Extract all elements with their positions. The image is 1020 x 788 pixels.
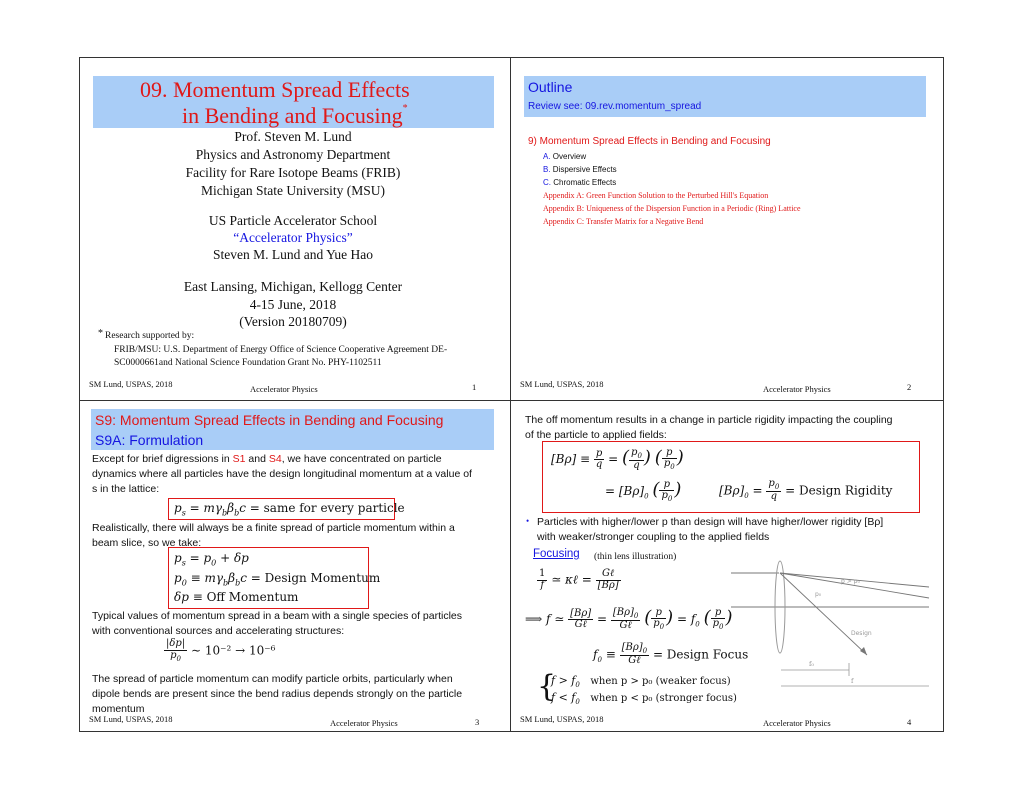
bullet-icon: • [526, 516, 530, 526]
thin-lens-diagram [729, 551, 934, 701]
support-line-2: SC0000661and National Science Foundation Grant No. PHY-1102511 [114, 358, 382, 368]
footer-center: Accelerator Physics [250, 384, 318, 394]
support-line-1: FRIB/MSU: U.S. Department of Energy Office of Science Cooperative Agreement DE- [114, 345, 448, 355]
title-star: * [402, 103, 408, 114]
outline-item-c[interactable] [543, 178, 616, 187]
spread-range-text: ∼ 10⁻² → 10⁻⁶ [191, 643, 276, 658]
review-reference: Review see: 09.rev.momentum_spread [528, 101, 702, 112]
equation-spread-range [164, 639, 275, 663]
university: Michigan State University (MSU) [200, 183, 386, 198]
label-p-greater: p > p₀ [841, 578, 860, 585]
footer-page-number: 1 [472, 382, 477, 392]
equation-rigidity-ratio: = $[B\rho]_0$ ( $\frac{p}{p_0}$ ) [605, 478, 682, 504]
footer-page-number: 4 [907, 717, 912, 727]
paragraph-1-line-2: dynamics where all particles have the design longitudinal momentum at a value of [92, 468, 472, 480]
paragraph-2-line-1: Realistically, there will always be a finite spread of particle momentum within a [92, 522, 455, 534]
outline-item-b[interactable] [543, 165, 617, 174]
instructors: Steven M. Lund and Yue Hao [213, 247, 373, 262]
slide-2 [511, 58, 942, 400]
support-heading: Research supported by: [105, 331, 195, 341]
appendix-c[interactable]: Appendix C: Transfer Matrix for a Negative Bend [543, 217, 704, 226]
appendix-b[interactable]: Appendix B: Uniqueness of the Dispersion Function in a Periodic (Ring) Lattice [543, 204, 801, 213]
item-letter: C. [543, 178, 551, 187]
outline-item-a[interactable] [543, 152, 586, 161]
slide-4 [511, 401, 942, 730]
intro-line-1: The off momentum results in a change in particle rigidity impacting the coupling [525, 414, 893, 426]
spread-fraction: $\frac{|\delta p|}{p_0}$ [166, 638, 186, 663]
slide-1 [80, 58, 510, 400]
slide-3 [80, 401, 510, 730]
footer-left: SM Lund, USPAS, 2018 [89, 379, 173, 389]
dates: 4-15 June, 2018 [249, 297, 337, 312]
item-text: Chromatic Effects [553, 178, 617, 187]
focusing-link[interactable]: Focusing [533, 548, 580, 560]
facility: Facility for Rare Isotope Beams (FRIB) [185, 165, 401, 180]
item-letter: A. [543, 152, 551, 161]
footer-center: Accelerator Physics [763, 384, 831, 394]
bullet-line-2: with weaker/stronger coupling to the applied fields [537, 531, 770, 543]
outline-title: Outline [528, 79, 573, 95]
case-weaker-focus: $f > f_0$ when p > p₀ (weaker focus) [551, 674, 731, 690]
p1-text-b: and [245, 453, 269, 465]
equation-off-momentum: δp ≡ Off Momentum [174, 590, 299, 604]
section-title: S9: Momentum Spread Effects in Bending and Focusing [95, 412, 444, 428]
footer-left: SM Lund, USPAS, 2018 [520, 379, 604, 389]
case1-text: when p > p₀ (weaker focus) [590, 676, 731, 687]
design-momentum-text: Design Momentum [264, 571, 381, 585]
school-name: US Particle Accelerator School [208, 213, 378, 228]
equation-design-rigidity: $[B\rho]_0$ = $\frac{p_0}{q}$ = Design Rigidity [719, 478, 893, 503]
department: Physics and Astronomy Department [195, 147, 391, 162]
support-star: * [98, 328, 103, 339]
subsection-title: S9A: Formulation [95, 432, 204, 448]
paragraph-1-line-3: s in the lattice: [92, 483, 160, 495]
paragraph-1-line-1 [92, 453, 442, 465]
footer-page-number: 3 [475, 717, 480, 727]
focusing-note: (thin lens illustration) [594, 552, 677, 562]
section-link-s1[interactable]: S1 [232, 453, 246, 465]
equation-rigidity-definition: [Bρ] ≡ $\frac{p}{q}$ = ( $\frac{p_0}{q}$ ) ( $\frac{p}{p_0}$ ) [551, 446, 684, 472]
footer-left: SM Lund, USPAS, 2018 [520, 714, 604, 724]
item-letter: B. [543, 165, 551, 174]
label-f: f [851, 677, 854, 685]
equation-focal-length: $\frac{1}{f}$ ≃ κℓ = $\frac{\text{Gℓ}}{[B\rho]}$ [539, 568, 619, 591]
equation-ps: $p_s = m\gamma_b\beta_bc$ = same for every particle [174, 501, 405, 518]
design-rigidity-text: = Design Rigidity [785, 483, 893, 498]
slide-1-title-line2 [182, 103, 408, 129]
p1-text-a: Except for brief digressions in [92, 453, 233, 465]
label-f0: f₀ [809, 660, 815, 668]
footer-left: SM Lund, USPAS, 2018 [89, 714, 173, 724]
bullet-line-1: Particles with higher/lower p than design will have higher/lower rigidity [Bρ] [537, 516, 884, 528]
case2-text: when p < p₀ (stronger focus) [590, 693, 737, 704]
course-name: “Accelerator Physics” [233, 230, 353, 245]
off-momentum-text: Off Momentum [206, 590, 299, 604]
paragraph-3-line-1: Typical values of momentum spread in a beam with a single species of particles [92, 610, 463, 622]
p1-text-c: , we have concentrated on particle [281, 453, 442, 465]
location: East Lansing, Michigan, Kellogg Center [183, 279, 403, 294]
equation-ps-text: same for every particle [263, 501, 405, 515]
item-text: Dispersive Effects [552, 165, 617, 174]
appendix-a[interactable]: Appendix A: Green Function Solution to the Perturbed Hill's Equation [543, 191, 769, 200]
paragraph-4-line-3: momentum [92, 703, 145, 715]
arrowhead-icon [860, 647, 867, 655]
paragraph-2-line-2: beam slice, so we take: [92, 537, 202, 549]
section-link-s4[interactable]: S4 [268, 453, 282, 465]
title-line2-text: in Bending and Focusing [182, 103, 403, 128]
paragraph-4-line-2: dipole bends are present since the bend radius depends strongly on the particle [92, 688, 463, 700]
footer-center: Accelerator Physics [763, 718, 831, 728]
slide-1-title-line1: 09. Momentum Spread Effects [140, 77, 410, 102]
paragraph-3-line-2: with conventional sources and accelerating structures: [92, 625, 345, 637]
author-name: Prof. Steven M. Lund [234, 129, 352, 144]
version: (Version 20180709) [239, 314, 347, 329]
cases-brace: { [537, 669, 557, 704]
case-stronger-focus: $f < f_0$ when p < p₀ (stronger focus) [551, 691, 737, 707]
equation-focal-ratio: ⟹ f ≃ $\frac{[B\rho]}{\text{Gℓ}}$ = $\frac{[B\rho]_0}{\text{Gℓ}}$ ( $\frac{p}{p_0}$ ) = $f_0$ ( $\frac{p}{p_0}$ ) [525, 606, 733, 632]
footer-page-number: 2 [907, 382, 912, 392]
item-text: Overview [552, 152, 587, 161]
intro-line-2: of the particle to applied fields: [525, 429, 667, 441]
equation-design-focus: $f_0$ ≡ $\frac{[B\rho]_0}{\text{Gℓ}}$ = Design Focus [593, 642, 749, 667]
label-p0: p₀ [815, 591, 822, 598]
equation-ps-sum: $p_s = p_0 + \delta p$ [174, 551, 249, 568]
outline-main-item[interactable]: 9) Momentum Spread Effects in Bending and Focusing [528, 136, 771, 147]
footer-center: Accelerator Physics [330, 718, 398, 728]
paragraph-4-line-1: The spread of particle momentum can modify particle orbits, particularly when [92, 673, 453, 685]
equation-design-momentum: $p_0 \equiv m\gamma_b\beta_bc$ = Design Momentum [174, 571, 381, 588]
design-focus-text: = Design Focus [652, 647, 749, 662]
label-design: Design [851, 630, 872, 637]
